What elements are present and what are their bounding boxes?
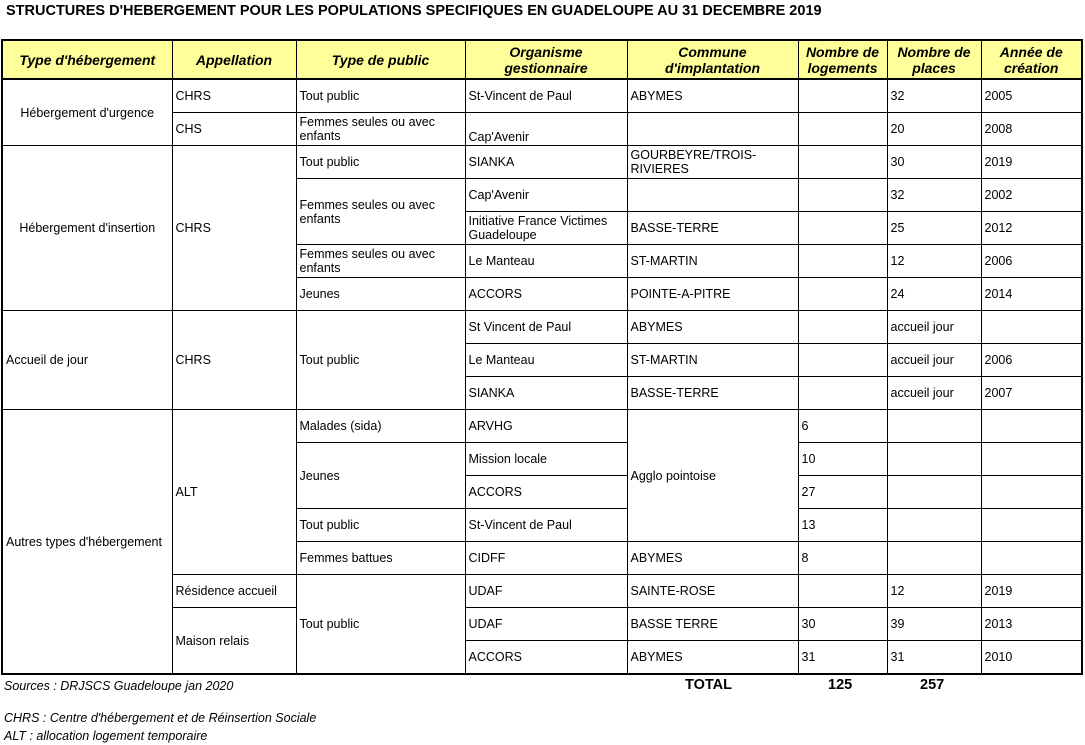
appellation-cell: CHRS — [172, 79, 296, 113]
organisme-cell: St Vincent de Paul — [465, 311, 627, 344]
type-public-cell: Tout public — [296, 311, 465, 410]
logements-cell — [798, 278, 887, 311]
organisme-cell: SIANKA — [465, 377, 627, 410]
col-header-type-public: Type de public — [296, 40, 465, 79]
places-cell: 12 — [887, 245, 981, 278]
col-header-places — [887, 40, 981, 79]
appellation-cell: Maison relais — [172, 608, 296, 675]
type-public-cell: Femmes battues — [296, 542, 465, 575]
type-public-cell: Tout public — [296, 509, 465, 542]
commune-cell: SAINTE-ROSE — [627, 575, 798, 608]
places-cell — [887, 476, 981, 509]
commune-cell: Agglo pointoise — [627, 410, 798, 542]
table-row — [2, 146, 1082, 179]
appellation-cell: CHRS — [172, 146, 296, 311]
places-cell: 20 — [887, 113, 981, 146]
organisme-cell: Le Manteau — [465, 344, 627, 377]
places-cell: accueil jour — [887, 344, 981, 377]
header-line: Organisme — [509, 43, 583, 60]
logements-cell: 31 — [798, 641, 887, 675]
total-logements: 125 — [828, 677, 853, 693]
type-hebergement-cell: Autres types d'hébergement — [2, 410, 172, 675]
places-cell — [887, 542, 981, 575]
header-line: logements — [807, 59, 878, 76]
logements-cell — [798, 311, 887, 344]
logements-cell — [798, 575, 887, 608]
table-row — [2, 410, 1082, 443]
table-row — [2, 311, 1082, 344]
type-public-cell: Tout public — [296, 146, 465, 179]
type-public-cell: Jeunes — [296, 443, 465, 509]
col-header-logements — [798, 40, 887, 79]
total-places: 257 — [920, 677, 945, 693]
organisme-cell: ACCORS — [465, 278, 627, 311]
logements-cell — [798, 146, 887, 179]
commune-cell: ABYMES — [627, 641, 798, 675]
organisme-cell: ACCORS — [465, 476, 627, 509]
organisme-cell: SIANKA — [465, 146, 627, 179]
annee-cell: 2014 — [981, 278, 1082, 311]
organisme-cell: CIDFF — [465, 542, 627, 575]
logements-cell — [798, 344, 887, 377]
logements-cell: 8 — [798, 542, 887, 575]
col-header-annee — [981, 40, 1082, 79]
logements-cell: 13 — [798, 509, 887, 542]
places-cell: accueil jour — [887, 377, 981, 410]
alt-note: ALT : allocation logement temporaire — [4, 729, 208, 743]
logements-cell — [798, 212, 887, 245]
places-cell: 25 — [887, 212, 981, 245]
commune-cell: ABYMES — [627, 79, 798, 113]
organisme-cell: Initiative France Victimes Guadeloupe — [465, 212, 627, 245]
logements-cell — [798, 179, 887, 212]
table-row — [2, 79, 1082, 113]
source-note: Sources : DRJSCS Guadeloupe jan 2020 — [4, 679, 234, 693]
annee-cell: 2012 — [981, 212, 1082, 245]
logements-cell — [798, 377, 887, 410]
type-public-cell: Jeunes — [296, 278, 465, 311]
annee-cell — [981, 509, 1082, 542]
places-cell: 32 — [887, 79, 981, 113]
organisme-cell: UDAF — [465, 575, 627, 608]
organisme-cell: Mission locale — [465, 443, 627, 476]
organisme-cell: UDAF — [465, 608, 627, 641]
logements-cell — [798, 79, 887, 113]
annee-cell: 2013 — [981, 608, 1082, 641]
type-public-cell: Femmes seules ou avec enfants — [296, 179, 465, 245]
type-hebergement-cell: Hébergement d'insertion — [2, 146, 172, 311]
annee-cell — [981, 443, 1082, 476]
header-row — [2, 40, 1082, 79]
header-line: Année de — [999, 43, 1063, 60]
appellation-cell: CHRS — [172, 311, 296, 410]
annee-cell: 2002 — [981, 179, 1082, 212]
header-line: Commune — [678, 43, 747, 60]
structures-table — [1, 39, 1083, 675]
places-cell — [887, 410, 981, 443]
organisme-cell: ARVHG — [465, 410, 627, 443]
total-label: TOTAL — [685, 677, 732, 693]
appellation-cell: Résidence accueil — [172, 575, 296, 608]
logements-cell: 6 — [798, 410, 887, 443]
header-line: création — [1004, 59, 1059, 76]
commune-cell: ABYMES — [627, 311, 798, 344]
commune-cell: BASSE-TERRE — [627, 377, 798, 410]
places-cell: accueil jour — [887, 311, 981, 344]
annee-cell — [981, 410, 1082, 443]
annee-cell: 2007 — [981, 377, 1082, 410]
annee-cell — [981, 311, 1082, 344]
places-cell — [887, 509, 981, 542]
annee-cell: 2019 — [981, 575, 1082, 608]
appellation-cell: ALT — [172, 410, 296, 575]
commune-cell: BASSE-TERRE — [627, 212, 798, 245]
logements-cell — [798, 245, 887, 278]
type-public-cell: Femmes seules ou avec enfants — [296, 113, 465, 146]
type-public-cell: Femmes seules ou avec enfants — [296, 245, 465, 278]
logements-cell: 30 — [798, 608, 887, 641]
logements-cell — [798, 113, 887, 146]
logements-cell: 27 — [798, 476, 887, 509]
header-line: places — [912, 59, 956, 76]
page-title: STRUCTURES D'HEBERGEMENT POUR LES POPULATIONS SPECIFIQUES EN GUADELOUPE AU 31 DECEMBRE 2019 — [6, 3, 822, 19]
commune-cell — [627, 113, 798, 146]
logements-cell: 10 — [798, 443, 887, 476]
places-cell: 39 — [887, 608, 981, 641]
annee-cell: 2006 — [981, 344, 1082, 377]
header-line: Nombre de — [805, 43, 880, 60]
commune-cell: POINTE-A-PITRE — [627, 278, 798, 311]
col-header-type-hebergement: Type d'hébergement — [2, 40, 172, 79]
appellation-cell: CHS — [172, 113, 296, 146]
annee-cell — [981, 476, 1082, 509]
places-cell — [887, 443, 981, 476]
places-cell: 31 — [887, 641, 981, 675]
organisme-cell: St-Vincent de Paul — [465, 79, 627, 113]
type-public-cell: Malades (sida) — [296, 410, 465, 443]
organisme-cell: Cap'Avenir — [465, 179, 627, 212]
col-header-commune — [627, 40, 798, 79]
type-public-cell: Tout public — [296, 79, 465, 113]
chrs-note: CHRS : Centre d'hébergement et de Réinsertion Sociale — [4, 711, 317, 725]
organisme-cell: ACCORS — [465, 641, 627, 675]
annee-cell: 2008 — [981, 113, 1082, 146]
annee-cell: 2006 — [981, 245, 1082, 278]
annee-cell: 2010 — [981, 641, 1082, 675]
commune-cell: GOURBEYRE/TROIS-RIVIERES — [627, 146, 798, 179]
commune-cell: ST-MARTIN — [627, 344, 798, 377]
organisme-cell: Le Manteau — [465, 245, 627, 278]
type-hebergement-cell: Hébergement d'urgence — [2, 79, 172, 146]
annee-cell — [981, 542, 1082, 575]
header-line: Nombre de — [897, 43, 971, 60]
organisme-cell: Cap'Avenir — [465, 113, 627, 146]
col-header-organisme — [465, 40, 627, 79]
places-cell: 12 — [887, 575, 981, 608]
places-cell: 24 — [887, 278, 981, 311]
commune-cell — [627, 179, 798, 212]
commune-cell: BASSE TERRE — [627, 608, 798, 641]
type-hebergement-cell: Accueil de jour — [2, 311, 172, 410]
places-cell: 30 — [887, 146, 981, 179]
col-header-appellation: Appellation — [172, 40, 296, 79]
type-public-cell: Tout public — [296, 575, 465, 675]
annee-cell: 2005 — [981, 79, 1082, 113]
organisme-cell: St-Vincent de Paul — [465, 509, 627, 542]
annee-cell: 2019 — [981, 146, 1082, 179]
commune-cell: ST-MARTIN — [627, 245, 798, 278]
header-line: gestionnaire — [504, 59, 588, 76]
places-cell: 32 — [887, 179, 981, 212]
header-line: d'implantation — [664, 59, 761, 76]
commune-cell: ABYMES — [627, 542, 798, 575]
